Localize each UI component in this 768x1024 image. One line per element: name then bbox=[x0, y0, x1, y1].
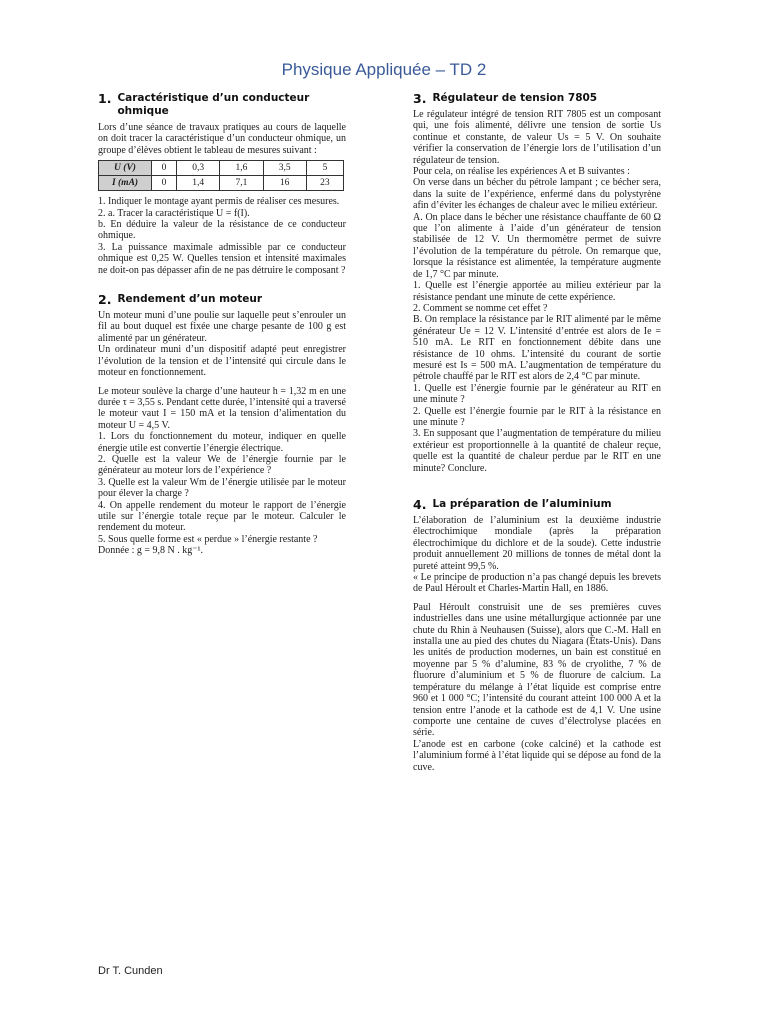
table-cell: 0 bbox=[152, 176, 177, 191]
spacer bbox=[98, 379, 346, 386]
table-row bbox=[99, 176, 344, 191]
paragraph: Un moteur muni d’une poulie sur laquelle peut s’enrouler un fil au bout duquel est fixée une charge pesante de 100 g est alimenté par un générateur. bbox=[98, 310, 346, 344]
section-4-heading bbox=[413, 498, 661, 511]
data-note: Donnée : g = 9,8 N . kg⁻¹. bbox=[98, 545, 204, 557]
row-header-i: I (mA) bbox=[99, 176, 152, 191]
question-2b: b. En déduire la valeur de la résistance de ce conducteur ohmique. bbox=[98, 219, 346, 242]
question-1: 1. Indiquer le montage ayant permis de réaliser ces mesures. bbox=[98, 196, 340, 208]
row-header-u: U (V) bbox=[99, 161, 152, 176]
question-2: 2. Quelle est la valeur We de l’énergie fournie par le générateur au moteur lors de l’expérience ? bbox=[98, 453, 346, 477]
footer-author: Dr T. Cunden bbox=[98, 965, 163, 977]
question-2a: 2. a. Tracer la caractéristique U = f(I). bbox=[98, 207, 250, 219]
table-cell: 1,4 bbox=[177, 176, 220, 191]
paragraph: Le moteur soulève la charge d’une hauteur h = 1,32 m en une durée τ = 3,55 s. Pendant cette durée, l’intensité qui a traversé le moteur vaut I = 150 mA et la tension d’alimentation du moteur U = 4,5 V. bbox=[98, 385, 346, 431]
section-4 bbox=[413, 498, 661, 773]
question-a2: 2. Comment se nomme cet effet ? bbox=[413, 302, 548, 314]
paragraph: L’élaboration de l’aluminium est la deuxième industrie électrochimique mondiale (après la préparation électrochimique du dichlore et de la soude). Cette industrie produit annuellement 20 millions de tonnes de métal dont la pureté atteint 99,5 %. bbox=[413, 515, 661, 572]
question-3: 3. La puissance maximale admissible par ce conducteur ohmique est 0,25 W. Quelles tension et intensité maximales ne doit-on pas dépasser afin de ne pas détruire le composant ? bbox=[98, 241, 346, 276]
paragraph: Paul Héroult construisit une de ses premières cuves industrielles dans une usine métallurgique actionnée par une chute du Rhin à Neuhausen (Suisse), alors que C.-M. Hall en installa une au pied des chutes du Niagara (États-Unis). Dans les unités de production modernes, un bain est constitué en moyenne par 5 % d’alumine, 83 % de cryolithe, 7 % de fluorure d’aluminium et 5 % de fluorure de calcium. La température du mélange à l’état liquide est comprise entre 960 et 1 000 °C; l’intensité du courant atteint 100 000 A et la tension entre l’anode et la cathode est de 4,1 V. Une usine comporte une centaine de cuves d’électrolyse placées en série. bbox=[413, 601, 661, 739]
measurements-table bbox=[98, 160, 344, 191]
section-title: Régulateur de tension 7805 bbox=[432, 92, 598, 104]
question-5: 5. Sous quelle forme est « perdue » l’énergie restante ? bbox=[98, 533, 318, 545]
question-3: 3. Quelle est la valeur Wm de l’énergie utilisée par le moteur pour élever la charge ? bbox=[98, 476, 346, 500]
table-cell: 23 bbox=[306, 176, 343, 191]
table-cell: 3,5 bbox=[263, 161, 306, 176]
spacer bbox=[413, 595, 661, 602]
section-title: Rendement d’un moteur bbox=[117, 293, 263, 306]
section-title: La préparation de l’aluminium bbox=[432, 498, 612, 510]
experiment-a: A. On place dans le bécher une résistance chauffante de 60 Ω que l’on alimente à l’aide d’un générateur de tension stabilisée de 12 V. Un thermomètre permet de suivre l’évolution de la température du pétrole. On remarque que, lorsque la résistance est alimentée, la température augmente de 1,7 °C par minute. bbox=[413, 211, 661, 280]
spacer bbox=[413, 484, 661, 491]
section-number: 1. bbox=[98, 91, 112, 106]
section-number: 2. bbox=[98, 292, 112, 308]
table-cell: 16 bbox=[263, 176, 306, 191]
question-a1: 1. Quelle est l’énergie apportée au milieu extérieur par la résistance pendant une minute de cette expérience. bbox=[413, 280, 661, 303]
paragraph: L’anode est en carbone (coke calciné) et la cathode est l’aluminium formé à l’état liquide qui se dépose au fond de la cuve. bbox=[413, 738, 661, 773]
paragraph: Lors d’une séance de travaux pratiques au cours de laquelle on doit tracer la caractéristique d’un conducteur ohmique, un groupe d’élèves obtient le tableau de mesures suivant : bbox=[98, 122, 346, 156]
question-1: 1. Lors du fonctionnement du moteur, indiquer en quelle énergie utile est convertie l’énergie électrique. bbox=[98, 431, 346, 454]
section-title: Caractéristique d’un conducteur ohmique bbox=[117, 92, 310, 117]
question-b1: 1. Quelle est l’énergie fournie par le générateur au RIT en une minute ? bbox=[413, 382, 661, 406]
section-2-heading bbox=[98, 293, 346, 306]
section-1-heading bbox=[98, 92, 346, 118]
quotation: « Le principe de production n’a pas changé depuis les brevets de Paul Héroult et Charles-Martin Hall, en 1886. bbox=[413, 572, 661, 595]
spacer bbox=[413, 491, 661, 498]
experiment-b: B. On remplace la résistance par le RIT alimenté par le même générateur Ue = 12 V. L’intensité d’entrée est alors de Ie = 510 mA. Le RIT en fonctionnement débite dans une résistance de 10 ohms. L’intensité du courant de sortie mesuré est Is = 500 mA. L’augmentation de température du pétrole chauffé par le RIT est alors de 2,4 °C par minute. bbox=[413, 314, 661, 383]
question-b2: 2. Quelle est l’énergie fournie par le RIT à la résistance en une minute ? bbox=[413, 405, 661, 428]
table-cell: 7,1 bbox=[220, 176, 263, 191]
section-1 bbox=[98, 92, 346, 276]
table-cell: 5 bbox=[306, 161, 343, 176]
section-number: 3. bbox=[413, 91, 427, 106]
paragraph: Un ordinateur muni d’un dispositif adapté peut enregistrer l’évolution de la tension et de l’intensité qui circule dans le moteur en fonctionnement. bbox=[98, 344, 346, 379]
section-3 bbox=[413, 92, 661, 474]
table-cell: 0,3 bbox=[177, 161, 220, 176]
paragraph: Le régulateur intégré de tension RIT 7805 est un composant qui, une fois alimenté, délivre une tension de sortie Us continue et constante, de valeur Us = 5 V. On souhaite vérifier la conservation de l’énergie lors de l’utilisation d’un régulateur de tension. bbox=[413, 109, 661, 166]
table-cell: 0 bbox=[152, 161, 177, 176]
table-row bbox=[99, 161, 344, 176]
section-2 bbox=[98, 293, 346, 557]
right-column bbox=[413, 92, 661, 783]
question-4: 4. On appelle rendement du moteur le rapport de l’énergie utile sur l’énergie totale reçue par le moteur. Calculer le rendement du moteur. bbox=[98, 499, 346, 534]
page-title: Physique Appliquée – TD 2 bbox=[281, 60, 487, 79]
paragraph: Pour cela, on réalise les expériences A et B suivantes : bbox=[413, 166, 630, 178]
section-3-heading bbox=[413, 92, 661, 105]
question-b3: 3. En supposant que l’augmentation de température du milieu extérieur est proportionnelle à la quantité de chaleur reçue, quelle est la quantité de chaleur perdue par le RIT en une minute? Conclure. bbox=[413, 428, 661, 474]
left-column bbox=[98, 92, 346, 567]
section-number: 4. bbox=[413, 497, 427, 512]
paragraph: On verse dans un bécher du pétrole lampant ; ce bécher sera, dans la suite de l’expérience, enfermé dans du polystyrène afin d’éviter les échanges de chaleur avec le milieu extérieur. bbox=[413, 177, 661, 212]
spacer bbox=[98, 286, 346, 293]
table-cell: 1,6 bbox=[220, 161, 263, 176]
